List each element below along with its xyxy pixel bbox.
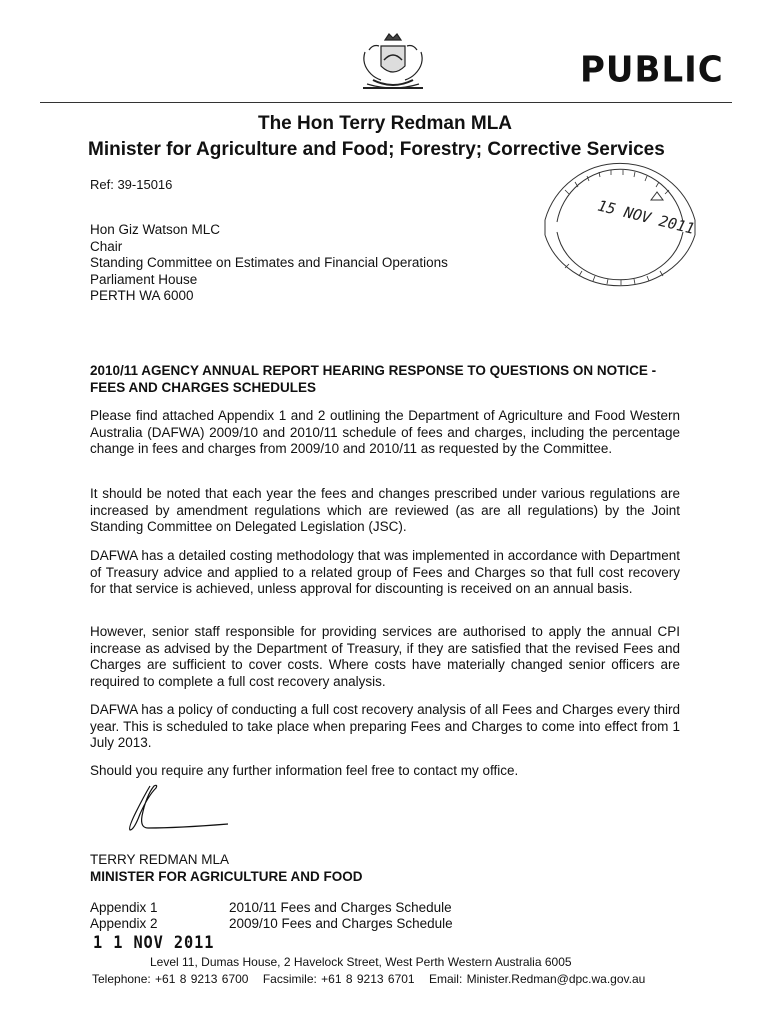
footer-telephone: Telephone: +61 8 9213 6700 <box>92 972 249 986</box>
received-date-stamp <box>535 160 705 295</box>
date-stamp: 1 1 NOV 2011 <box>93 933 215 953</box>
body-paragraph: Should you require any further information feel free to contact my office. <box>90 763 519 778</box>
footer-email: Email: Minister.Redman@dpc.wa.gov.au <box>428 972 646 986</box>
address-line: PERTH WA 6000 <box>90 288 194 304</box>
footer-address: Level 11, Dumas House, 2 Havelock Street, West Perth Western Australia 6005 <box>150 955 572 969</box>
appendix-description: 2009/10 Fees and Charges Schedule <box>229 916 453 931</box>
minister-name: The Hon Terry Redman MLA <box>257 113 513 134</box>
handwritten-signature <box>112 778 232 838</box>
address-line: Hon Giz Watson MLC <box>90 222 221 237</box>
signer-title: MINISTER FOR AGRICULTURE AND FOOD <box>90 869 363 884</box>
appendix-label: Appendix 1 <box>90 900 158 915</box>
address-line: Parliament House <box>90 271 198 287</box>
appendix-description: 2010/11 Fees and Charges Schedule <box>229 900 452 915</box>
body-paragraph: However, senior staff responsible for providing services are authorised to apply the annual CPI increase as advised by the Department of Treasury, if they are satisfied that the revised Fees and Charges are sufficient to cover costs. Where costs have materially changed senior officers are required to complete a full cost recovery analysis. <box>90 624 680 689</box>
minister-portfolio: Minister for Agriculture and Food; Forestry; Corrective Services <box>88 139 665 160</box>
appendix-label: Appendix 2 <box>90 916 158 931</box>
body-paragraph: Please find attached Appendix 1 and 2 outlining the Department of Agriculture and Food Western Australia (DAFWA) 2009/10 and 2010/11 schedule of fees and charges, including the percentage change in fees and charges from 2009/10 and 2010/11 as requested by the Committee. <box>90 408 680 457</box>
recipient-address <box>90 222 448 305</box>
signer-name: TERRY REDMAN MLA <box>90 852 230 867</box>
address-line: Chair <box>90 238 123 254</box>
stamp-date-text: 15 NOV 2011 <box>595 196 697 238</box>
footer-contact <box>92 972 655 986</box>
body-paragraph: It should be noted that each year the fees and changes prescribed under various regulations are increased by amendment regulations which are reviewed (as are all regulations) by the Joint Standing Committee on Delegated Legislation (JSC). <box>90 486 680 535</box>
coat-of-arms-crest-icon <box>355 30 431 96</box>
reference-number: Ref: 39-15016 <box>90 177 173 192</box>
footer-facsimile: Facsimile: +61 8 9213 6701 <box>262 972 415 986</box>
body-paragraph: DAFWA has a policy of conducting a full cost recovery analysis of all Fees and Charges every third year. This is scheduled to take place when preparing Fees and Charges to come into effect from 1 July 2013. <box>90 702 680 751</box>
address-line: Standing Committee on Estimates and Financial Operations <box>90 255 448 271</box>
appendix-row <box>90 916 453 931</box>
classification-label: PUBLIC <box>580 49 724 91</box>
letter-subject: 2010/11 AGENCY ANNUAL REPORT HEARING RESPONSE TO QUESTIONS ON NOTICE - FEES AND CHARGES SCHEDULES <box>90 363 657 395</box>
appendix-row <box>90 900 452 915</box>
header-divider <box>40 102 732 103</box>
body-paragraph: DAFWA has a detailed costing methodology that was implemented in accordance with Department of Treasury advice and applied to a related group of Fees and Charges so that full cost recovery for that service is achieved, unless approval for discounting is received on an annual basis. <box>90 548 680 597</box>
